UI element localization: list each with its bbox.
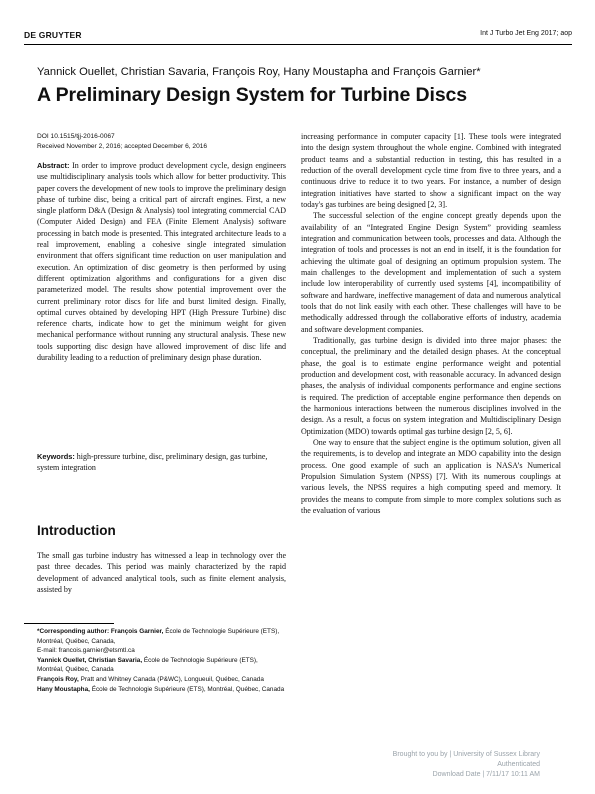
keywords-label: Keywords: [37,452,75,461]
footnote-author-4-text: École de Technologie Supérieure (ETS), Montréal, Québec, Canada [91,685,285,693]
footnotes [37,627,286,694]
footnote-corresponding-text: École de Technologie Supérieure (ETS), Montréal, Québec, Canada, [37,628,280,645]
keywords [37,451,286,474]
abstract-text: In order to improve product development cycle, design engineers use multidisciplinary analysis tools which allow for better productivity. This paper covers the development of new tools to improve the preliminary design phase of turbine disc, being a critical part of aircraft engines. First, a new single platform D&A (Design & Analysis) tool integrating commercial CAD (Computer Aided Design) and FEA (Finite Element Analysis) software processing in batch mode is presented. This integrated architecture leads to a real improvement, enabling a cohesive single integrated simulation environment that offers significant time reduction on user manipulation and execution. An optimization of disc geometry is then performed by using different optimization algorithms and configurations for a given disc parameterized model. The results show potential improvement over the current preliminary rotor discs for life and burst limited design. Finally, optimal curves obtained by developing HPT (High Pressure Turbine) disc reference charts, indicate how to get the minimum weight for given mechanical performance without running any structural analysis. These new tools supporting disc design have allowed improvement of disc life and durability leading to a reduction of preliminary design phase duration. [37,161,287,363]
body-paragraph-1: increasing performance in computer capacity [1]. These tools were integrated into the design system throughout the whole engine. Combined with integrated product teams and a substantial reduction in testing, this has resulted in a reduction of the overall development cycle time from five to three years, and a continuous drive to reduce it to two years. For instance, a number of design integration initiatives have started to show a significant impact on the way today's gas turbines are being designed [2, 3]. [301,132,561,209]
header-rule [24,44,572,45]
download-line-date: Download Date | 7/11/17 10:11 AM [432,771,540,778]
right-column-body [301,131,561,516]
introduction-paragraph: The small gas turbine industry has witnessed a leap in technology over the past three decades. This period was mainly characterized by the rapid development of advanced analytical tools, such as finite element analysis, assisted by [37,551,286,594]
footnote-author-3-text: Pratt and Whitney Canada (P&WC), Longueuil, Québec, Canada [80,675,264,683]
body-paragraph-2: The successful selection of the engine concept greatly depends upon the availability of an “Integrated Engine Design System” providing seamless integration and communication between tools, processes and data. Although the integration of tools and processes is not an end in itself, it is the foundation for achieving the ultimate goal of designing an optimum propulsion system. The main challenges to the development and implementation of such a system include low interoperability of currently used systems [4], incompatibility of software and hardware, ineffective management of data and numerous analytical tools that do not link easily with each other. These challenges will have to be methodically addressed through the collaborative efforts of industry, academia and software development companies. [301,211,561,334]
publisher-name: DE GRUYTER [24,30,82,40]
footnote-author-4-label: Hany Moustapha, [37,685,90,693]
footnote-corresponding [37,627,286,646]
footnote-author-2-label: Yannick Ouellet, Christian Savaria, [37,656,143,664]
article-title: A Preliminary Design System for Turbine Discs [37,84,468,106]
download-line-library: Brought to you by | University of Sussex Library [392,751,540,758]
journal-citation: Int J Turbo Jet Eng 2017; aop [480,30,572,37]
footnote-corresponding-label: *Corresponding author: François Garnier, [37,628,164,635]
body-paragraph-3: Traditionally, gas turbine design is divided into three major phases: the conceptual, the preliminary and the detailed design phases. At the conceptual phase, the goal is to estimate engine performance weight and potential production and development cost, with reasonable accuracy. In advanced design phases, the analysis of individual components performance and engine sections is required. The prediction of acceptable engine performance then depends on the harmonious interactions between the numerous disciplines involved in the design. As a result, a focus on system integration and Multidisciplinary Design Optimization (MDO) towards optimal gas turbine design [2, 5, 6]. [301,335,561,436]
received-dates: Received November 2, 2016; accepted December 6, 2016 [37,142,208,150]
abstract-label: Abstract: [37,161,70,170]
body-paragraph-4: One way to ensure that the subject engine is the optimum solution, given all the requirements, is to develop and integrate an MDO capability into the design process. One good example of such an application is NASA’s Numerical Propulsion Simulation System (NPSS) [7]. With its numerous couplings at various levels, the NPSS requires a high computing speed and memory. It provides the means to compute from simple to more complex solutions such as the evaluation of various [301,437,561,515]
footnote-email[interactable]: E-mail: francois.garnier@etsmtl.ca [37,647,135,655]
footnote-author-4 [37,685,286,695]
doi[interactable]: DOI 10.1515/tjj-2016-0067 [37,133,115,140]
footnote-author-3-label: François Roy, [37,675,79,683]
keywords-text: high-pressure turbine, disc, preliminary design, gas turbine, system integration [37,452,268,473]
footnote-author-3 [37,675,286,685]
footnote-rule [24,623,114,624]
footnote-author-2 [37,656,286,675]
abstract [37,160,286,363]
download-notice [320,750,540,780]
download-line-auth: Authenticated [497,761,540,768]
section-heading-introduction: Introduction [37,523,116,538]
article-meta [37,132,286,151]
footnote-author-2-text: École de Technologie Supérieure (ETS), Montréal, Québec, Canada [37,656,258,674]
author-list: Yannick Ouellet, Christian Savaria, François Roy, Hany Moustapha and François Garnier* [37,66,481,78]
